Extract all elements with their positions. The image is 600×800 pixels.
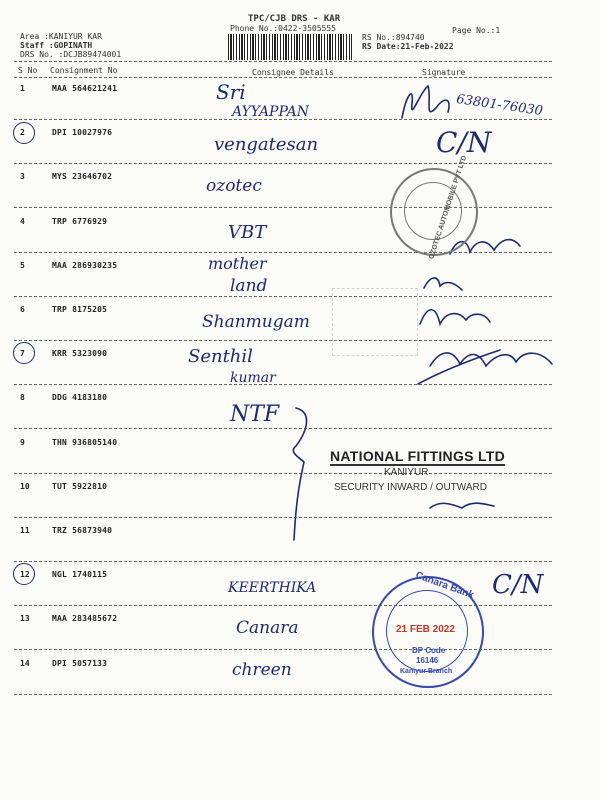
signature-1 — [402, 86, 449, 118]
stamp-line: SECURITY INWARD / OUTWARD — [334, 482, 487, 493]
row-consignment-no: MAA 286930235 — [52, 261, 118, 270]
row-sno: 14 — [20, 659, 30, 668]
stamp-line: KANIYUR — [384, 467, 429, 478]
handwritten-name: Canara — [236, 618, 299, 638]
row-consignment-no: KRR 5323090 — [52, 349, 108, 358]
handwritten-phone: 63801-76030 — [455, 92, 544, 119]
row-consignment-no: MYS 23646702 — [52, 172, 113, 181]
row-consignment-no: DPI 10027976 — [52, 128, 113, 137]
brace-mark — [293, 408, 306, 540]
seal-text: OZOTEC AUTOMOBILE PVT LTD — [428, 154, 469, 261]
row-consignment-no: MAA 564621241 — [52, 84, 118, 93]
row-consignment-no: THN 936805140 — [52, 438, 118, 447]
handwritten-name: chreen — [232, 660, 292, 680]
row-sno: 7 — [20, 349, 25, 358]
handwritten-name: ozotec — [206, 176, 262, 196]
row-sno: 6 — [20, 305, 25, 314]
row-sno: 8 — [20, 393, 25, 402]
handwritten-name: Shanmugam — [202, 312, 310, 332]
signature-6 — [420, 310, 490, 324]
handwritten-name: Sri — [216, 80, 246, 104]
national-fittings-stamp — [330, 448, 506, 510]
row-consignment-no: NGL 1740115 — [52, 570, 108, 579]
row-sno: 1 — [20, 84, 25, 93]
row-consignment-no: DDG 4183180 — [52, 393, 108, 402]
row-consignment-no: DPI 5057133 — [52, 659, 108, 668]
handwritten-name: Senthil — [188, 346, 253, 367]
seal-dp-code: 16146 — [416, 656, 439, 665]
seal-dp-label: DP Code — [412, 646, 446, 655]
signature-5 — [424, 278, 462, 290]
handwritten-name: land — [230, 276, 268, 296]
row-sno: 2 — [20, 128, 25, 137]
handwritten-name: mother — [208, 254, 267, 273]
document-title: TPC/CJB DRS - KAR — [248, 14, 341, 24]
faded-stamp — [332, 288, 418, 356]
signature-7 — [418, 350, 552, 384]
col-sno: S No — [18, 66, 38, 75]
seal-branch: Kaniyur Branch — [400, 668, 453, 675]
row-consignment-no: TRP 8175205 — [52, 305, 108, 314]
row-consignment-no: TRP 6776929 — [52, 217, 108, 226]
row-sno: 12 — [20, 570, 30, 579]
col-consignment: Consignment No — [50, 66, 118, 75]
phone-number: Phone No.:0422-3505555 — [230, 24, 336, 33]
rs-date: RS Date:21-Feb-2022 — [362, 42, 454, 51]
handwritten-name: kumar — [230, 370, 276, 386]
handwritten-name: AYYAPPAN — [232, 104, 309, 120]
staff-label: Staff :GOPINATH — [20, 41, 93, 50]
row-sno: 3 — [20, 172, 25, 181]
row-sno: 9 — [20, 438, 25, 447]
row-consignment-no: MAA 283485672 — [52, 614, 118, 623]
row-sno: 4 — [20, 217, 25, 226]
row-sno: 10 — [20, 482, 30, 491]
row-sno: 13 — [20, 614, 30, 623]
handwritten-name: VBT — [228, 222, 267, 243]
stamp-title: NATIONAL FITTINGS LTD — [330, 448, 506, 464]
col-consignee: Consignee Details — [252, 68, 334, 77]
row-consignment-no: TRZ 56873940 — [52, 526, 113, 535]
handwritten-name: NTF — [230, 402, 280, 427]
handwritten-name: KEERTHIKA — [228, 580, 317, 596]
seal-bank-name: Canara Bank — [413, 569, 476, 602]
row-sno: 11 — [20, 526, 30, 535]
row-consignment-no: TUT 5922810 — [52, 482, 108, 491]
handwritten-mark: C/N — [492, 570, 544, 600]
row-sno: 5 — [20, 261, 25, 270]
ozotec-seal — [390, 154, 478, 261]
col-signature: Signature — [422, 68, 466, 77]
drs-number: DRS No. :DCJB89474001 — [20, 50, 122, 59]
area-label: Area :KANIYUR KAR — [20, 32, 102, 41]
page-number: Page No.:1 — [452, 26, 501, 35]
handwritten-name: vengatesan — [214, 134, 319, 155]
seal-date: 21 FEB 2022 — [396, 624, 455, 635]
handwritten-mark: C/N — [436, 126, 492, 159]
rs-number: RS No.:894740 — [362, 33, 425, 42]
canara-bank-seal — [372, 569, 484, 688]
